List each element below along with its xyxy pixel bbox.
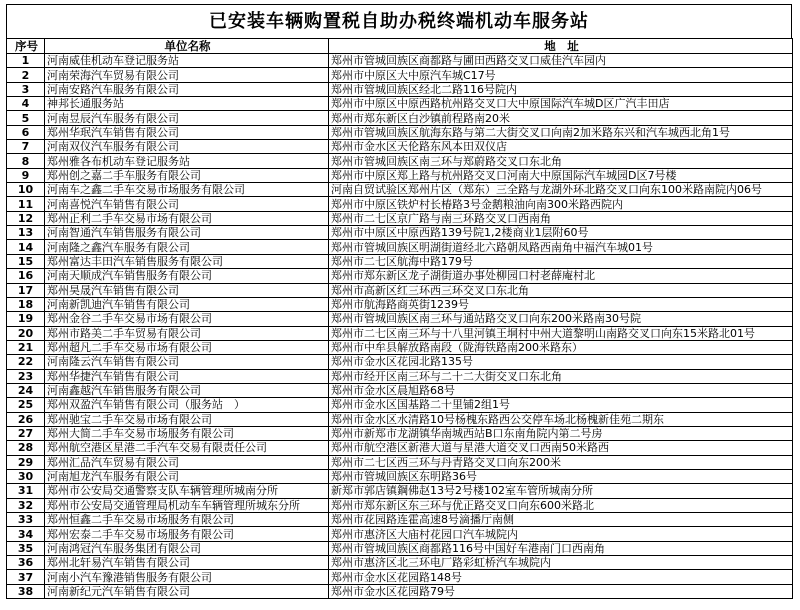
row-number: 17 bbox=[7, 283, 45, 297]
unit-name: 河南昱辰汽车服务有限公司 bbox=[45, 111, 329, 125]
row-number: 10 bbox=[7, 183, 45, 197]
table-row bbox=[7, 254, 793, 268]
table-row bbox=[7, 226, 793, 240]
unit-name: 河南隆云汽车销售有限公司 bbox=[45, 355, 329, 369]
address: 郑州市管城回族区南三环与通站路交叉口向东200米路南30号院 bbox=[329, 312, 793, 326]
table-row bbox=[7, 168, 793, 182]
row-number: 32 bbox=[7, 498, 45, 512]
row-number: 28 bbox=[7, 441, 45, 455]
address: 郑州市金水区花园路148号 bbox=[329, 570, 793, 584]
address: 郑州市管城回族区航海东路与第二大街交叉口向南2加米路东兴和汽车城西北角1号 bbox=[329, 125, 793, 139]
row-number: 24 bbox=[7, 383, 45, 397]
table-row bbox=[7, 183, 793, 197]
table-row bbox=[7, 441, 793, 455]
unit-name: 郑州大简二手车交易市场服务有限公司 bbox=[45, 426, 329, 440]
address: 郑州市中原区铁炉村长椿路3号金鹅粮油向南300米路西院内 bbox=[329, 197, 793, 211]
address: 郑州市中原区郑上路与杭州路交叉口河南大中原国际汽车城园D区7号楼 bbox=[329, 168, 793, 182]
row-number: 30 bbox=[7, 469, 45, 483]
row-number: 2 bbox=[7, 68, 45, 82]
table-row bbox=[7, 584, 793, 598]
address: 郑州市金水区花园路79号 bbox=[329, 584, 793, 598]
table-row bbox=[7, 211, 793, 225]
row-number: 6 bbox=[7, 125, 45, 139]
row-number: 12 bbox=[7, 211, 45, 225]
table-row bbox=[7, 498, 793, 512]
table-row bbox=[7, 541, 793, 555]
row-number: 9 bbox=[7, 168, 45, 182]
table-row bbox=[7, 297, 793, 311]
table-row bbox=[7, 527, 793, 541]
unit-name: 河南隆之鑫汽车服务有限公司 bbox=[45, 240, 329, 254]
address: 郑州市管城回族区东明路36号 bbox=[329, 469, 793, 483]
table-row bbox=[7, 125, 793, 139]
row-number: 14 bbox=[7, 240, 45, 254]
address: 河南自贸试验区郑州片区（郑东）三全路与龙湖外环北路交叉口向东100米路南院内06号 bbox=[329, 183, 793, 197]
row-number: 37 bbox=[7, 570, 45, 584]
unit-name: 郑州创之嘉二手车服务有限公司 bbox=[45, 168, 329, 182]
table-body bbox=[7, 54, 793, 599]
row-number: 35 bbox=[7, 541, 45, 555]
unit-name: 河南智通汽车销售服务有限公司 bbox=[45, 226, 329, 240]
unit-name: 郑州华捷汽车销售有限公司 bbox=[45, 369, 329, 383]
service-station-table bbox=[6, 38, 793, 599]
row-number: 20 bbox=[7, 326, 45, 340]
address: 郑州市管城回族区商都路116号中国好车港南门口西南角 bbox=[329, 541, 793, 555]
table-row bbox=[7, 383, 793, 397]
row-number: 21 bbox=[7, 340, 45, 354]
table-row bbox=[7, 556, 793, 570]
address: 郑州市二七区京广路与南三环路交叉口西南角 bbox=[329, 211, 793, 225]
row-number: 33 bbox=[7, 513, 45, 527]
unit-name: 郑州汇品汽车贸易有限公司 bbox=[45, 455, 329, 469]
row-number: 26 bbox=[7, 412, 45, 426]
unit-name: 河南鸿冠汽车服务集团有限公司 bbox=[45, 541, 329, 555]
address: 郑州市花园路连霍高速8号滴播厅南侧 bbox=[329, 513, 793, 527]
table-row bbox=[7, 154, 793, 168]
table-row bbox=[7, 197, 793, 211]
address: 郑州市中原区中原西路杭州路交叉口大中原国际汽车城D区广汽丰田店 bbox=[329, 97, 793, 111]
page-title: 已安装车辆购置税自助办税终端机动车服务站 bbox=[6, 4, 792, 38]
row-number: 36 bbox=[7, 556, 45, 570]
unit-name: 郑州昊晟汽车销售有限公司 bbox=[45, 283, 329, 297]
table-row bbox=[7, 570, 793, 584]
address: 郑州市管城回族区明湖街道经北六路朝凤路西南角中福汽车城01号 bbox=[329, 240, 793, 254]
table-row bbox=[7, 68, 793, 82]
row-number: 23 bbox=[7, 369, 45, 383]
address: 郑州市高新区红三环西三环交叉口东北角 bbox=[329, 283, 793, 297]
address: 郑州市金水区花园北路135号 bbox=[329, 355, 793, 369]
address: 郑州市管城回族区南三环与郑蔚路交叉口东北角 bbox=[329, 154, 793, 168]
table-row bbox=[7, 355, 793, 369]
row-number: 13 bbox=[7, 226, 45, 240]
row-number: 27 bbox=[7, 426, 45, 440]
table-row bbox=[7, 513, 793, 527]
row-number: 29 bbox=[7, 455, 45, 469]
address: 郑州市二七区航海中路179号 bbox=[329, 254, 793, 268]
header-name: 单位名称 bbox=[45, 39, 329, 54]
row-number: 7 bbox=[7, 140, 45, 154]
unit-name: 河南新纪元汽车销售有限公司 bbox=[45, 584, 329, 598]
unit-name: 河南车之鑫二手车交易市场服务有限公司 bbox=[45, 183, 329, 197]
unit-name: 郑州市公安局交通管理局机动车车辆管理所城东分所 bbox=[45, 498, 329, 512]
address: 郑州市中原区大中原汽车城C17号 bbox=[329, 68, 793, 82]
table-row bbox=[7, 240, 793, 254]
row-number: 19 bbox=[7, 312, 45, 326]
address: 郑州市二七区西三环与丹青路交叉口向东200米 bbox=[329, 455, 793, 469]
table-row bbox=[7, 455, 793, 469]
table-row bbox=[7, 426, 793, 440]
address: 郑州市经开区南三环与二十二大街交叉口东北角 bbox=[329, 369, 793, 383]
table-row bbox=[7, 398, 793, 412]
address: 郑州市金水区天伦路东风本田双仪店 bbox=[329, 140, 793, 154]
row-number: 22 bbox=[7, 355, 45, 369]
unit-name: 河南新凯迪汽车销售有限公司 bbox=[45, 297, 329, 311]
address: 郑州市新郑市龙湖镇华南城西站B口东南角院内第二号房 bbox=[329, 426, 793, 440]
table-row bbox=[7, 312, 793, 326]
table-row bbox=[7, 82, 793, 96]
row-number: 31 bbox=[7, 484, 45, 498]
table-row bbox=[7, 97, 793, 111]
address: 郑州市二七区南三环与十八里河镇王垌村中州大道黎明山南路交叉口向东15米路北01号 bbox=[329, 326, 793, 340]
address: 郑州市郑东新区龙子湖街道办事处柳园口村老薛庵村北 bbox=[329, 269, 793, 283]
table-header-row bbox=[7, 39, 793, 54]
row-number: 16 bbox=[7, 269, 45, 283]
unit-name: 郑州超凡二手车交易市场有限公司 bbox=[45, 340, 329, 354]
address: 郑州市金水区晨旭路68号 bbox=[329, 383, 793, 397]
header-no: 序号 bbox=[7, 39, 45, 54]
row-number: 8 bbox=[7, 154, 45, 168]
unit-name: 郑州雅各布机动车登记服务站 bbox=[45, 154, 329, 168]
address: 郑州市金水区国基路二十里铺2组1号 bbox=[329, 398, 793, 412]
table-row bbox=[7, 340, 793, 354]
table-row bbox=[7, 140, 793, 154]
unit-name: 河南鑫越汽车销售服务有限公司 bbox=[45, 383, 329, 397]
unit-name: 郑州富达丰田汽车销售服务有限公司 bbox=[45, 254, 329, 268]
row-number: 18 bbox=[7, 297, 45, 311]
row-number: 5 bbox=[7, 111, 45, 125]
address: 郑州市中原区中原西路139号院1,2楼商业1层附60号 bbox=[329, 226, 793, 240]
unit-name: 神邦长通服务站 bbox=[45, 97, 329, 111]
unit-name: 郑州市公安局交通警察支队车辆管理所城南分所 bbox=[45, 484, 329, 498]
address: 郑州市中牟县解放路南段（陇海铁路南200米路东） bbox=[329, 340, 793, 354]
row-number: 25 bbox=[7, 398, 45, 412]
row-number: 3 bbox=[7, 82, 45, 96]
table-row bbox=[7, 54, 793, 68]
unit-name: 郑州恒鑫二手车交易市场服务有限公司 bbox=[45, 513, 329, 527]
address: 郑州市郑东新区东三环与优正路交叉口向东600米路北 bbox=[329, 498, 793, 512]
unit-name: 郑州双盈汽车销售有限公司（服务站 ） bbox=[45, 398, 329, 412]
unit-name: 郑州驰宝二手车交易市场有限公司 bbox=[45, 412, 329, 426]
unit-name: 河南小汽车豫港销售服务有限公司 bbox=[45, 570, 329, 584]
header-addr: 地 址 bbox=[329, 39, 793, 54]
address: 郑州市管城回族区经北二路116号院内 bbox=[329, 82, 793, 96]
address: 郑州市惠济区北三环电厂路彩虹桥汽车城院内 bbox=[329, 556, 793, 570]
table-row bbox=[7, 469, 793, 483]
unit-name: 郑州华珉汽车销售有限公司 bbox=[45, 125, 329, 139]
unit-name: 郑州市路美二手车贸易有限公司 bbox=[45, 326, 329, 340]
unit-name: 郑州北轩易汽车销售有限公司 bbox=[45, 556, 329, 570]
unit-name: 河南喜悦汽车销售有限公司 bbox=[45, 197, 329, 211]
table-row bbox=[7, 484, 793, 498]
unit-name: 河南双仪汽车服务有限公司 bbox=[45, 140, 329, 154]
row-number: 1 bbox=[7, 54, 45, 68]
row-number: 34 bbox=[7, 527, 45, 541]
row-number: 38 bbox=[7, 584, 45, 598]
unit-name: 郑州宏泰二手车交易市场服务有限公司 bbox=[45, 527, 329, 541]
unit-name: 郑州航空港区星港二手汽车交易有限责任公司 bbox=[45, 441, 329, 455]
address: 郑州市管城回族区商都路与圃田西路交叉口威佳汽车园内 bbox=[329, 54, 793, 68]
row-number: 15 bbox=[7, 254, 45, 268]
table-row bbox=[7, 111, 793, 125]
row-number: 4 bbox=[7, 97, 45, 111]
unit-name: 河南威佳机动车登记服务站 bbox=[45, 54, 329, 68]
unit-name: 河南天顺成汽车销售服务有限公司 bbox=[45, 269, 329, 283]
address: 郑州市金水区水清路10号杨槐东路西公交停车场北杨槐新佳苑二期东 bbox=[329, 412, 793, 426]
unit-name: 郑州金谷二手车交易市场有限公司 bbox=[45, 312, 329, 326]
row-number: 11 bbox=[7, 197, 45, 211]
unit-name: 郑州正利二手车交易市场有限公司 bbox=[45, 211, 329, 225]
table-row bbox=[7, 369, 793, 383]
table-row bbox=[7, 269, 793, 283]
address: 郑州市航空港区新港大道与星港大道交叉口西南50米路西 bbox=[329, 441, 793, 455]
address: 郑州市郑东新区白沙镇前程路南20米 bbox=[329, 111, 793, 125]
address: 郑州市惠济区大庙村花园口汽车城院内 bbox=[329, 527, 793, 541]
unit-name: 河南旭龙汽车服务有限公司 bbox=[45, 469, 329, 483]
unit-name: 河南荣海汽车贸易有限公司 bbox=[45, 68, 329, 82]
address: 郑州市航海路商英街1239号 bbox=[329, 297, 793, 311]
document-sheet bbox=[6, 4, 792, 599]
address: 新郑市郭店镇鋼佛赵13号2号楼102室车管所城南分所 bbox=[329, 484, 793, 498]
table-row bbox=[7, 326, 793, 340]
table-row bbox=[7, 412, 793, 426]
unit-name: 河南安路汽车服务有限公司 bbox=[45, 82, 329, 96]
table-row bbox=[7, 283, 793, 297]
